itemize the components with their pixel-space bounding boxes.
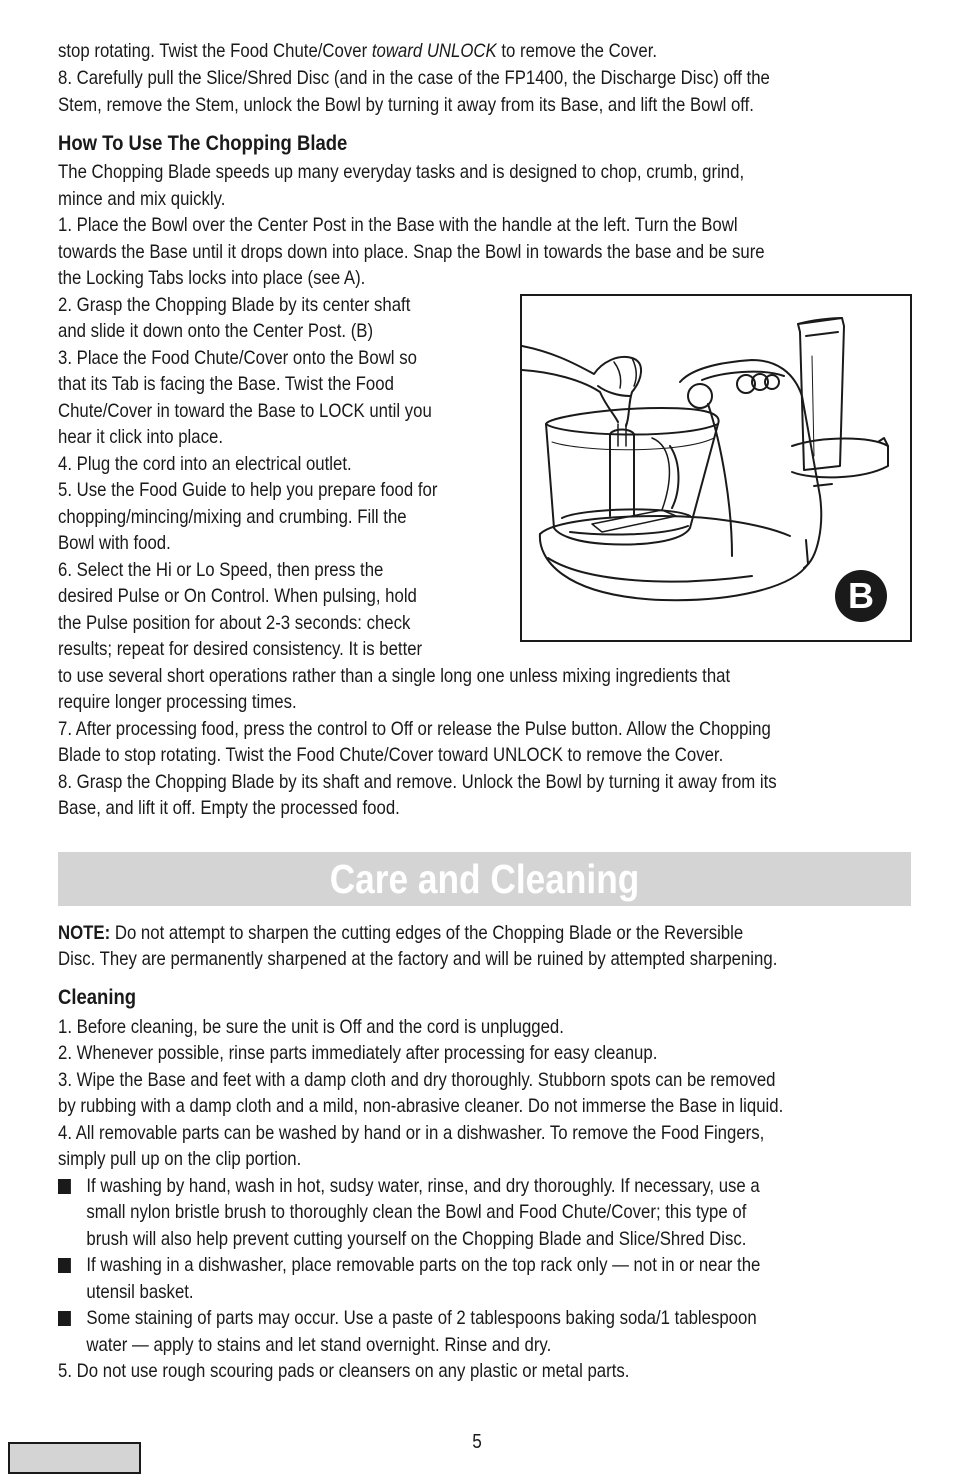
cleaning-heading: Cleaning bbox=[58, 985, 137, 1009]
footer-gray-box bbox=[8, 1442, 141, 1474]
cleaning-line: 2. Whenever possible, rinse parts immediately after processing for easy cleanup. bbox=[58, 1042, 658, 1064]
chopping-line: that its Tab is facing the Base. Twist the Food bbox=[58, 373, 394, 395]
bullet-square-icon bbox=[58, 1311, 71, 1326]
chopping-line: desired Pulse or On Control. When pulsing, hold bbox=[58, 585, 417, 607]
figure-b-label: B bbox=[835, 570, 887, 622]
chopping-line: require longer processing times. bbox=[58, 691, 297, 713]
chopping-line: 3. Place the Food Chute/Cover onto the Bowl so bbox=[58, 347, 417, 369]
chopping-line: hear it click into place. bbox=[58, 426, 223, 448]
cleaning-line: 4. All removable parts can be washed by hand or in a dishwasher. To remove the Food Fingers, bbox=[58, 1122, 765, 1144]
chopping-line: Base, and lift it off. Empty the processed food. bbox=[58, 797, 400, 819]
chopping-line: and slide it down onto the Center Post. (B) bbox=[58, 320, 374, 342]
chopping-line: 8. Grasp the Chopping Blade by its shaft and remove. Unlock the Bowl by turning it away from its bbox=[58, 771, 777, 793]
chopping-line: 4. Plug the cord into an electrical outlet. bbox=[58, 453, 352, 475]
intro-line-1: stop rotating. Twist the Food Chute/Cover toward UNLOCK to remove the Cover. bbox=[58, 40, 658, 62]
chopping-line: results; repeat for desired consistency. It is better bbox=[58, 638, 423, 660]
chopping-line: 2. Grasp the Chopping Blade by its center shaft bbox=[58, 294, 411, 316]
chopping-line: Chute/Cover in toward the Base to LOCK until you bbox=[58, 400, 432, 422]
chopping-line: mince and mix quickly. bbox=[58, 188, 226, 210]
chopping-line: 6. Select the Hi or Lo Speed, then press the bbox=[58, 559, 384, 581]
chopping-line: Blade to stop rotating. Twist the Food Chute/Cover toward UNLOCK to remove the Cover. bbox=[58, 744, 724, 766]
cleaning-line: by rubbing with a damp cloth and a mild, non-abrasive cleaner. Do not immerse the Base in liquid. bbox=[58, 1095, 784, 1117]
bullet-square-icon bbox=[58, 1258, 71, 1273]
page-number: 5 bbox=[472, 1431, 482, 1453]
figure-b-illustration bbox=[520, 294, 912, 642]
chopping-line: the Pulse position for about 2-3 seconds: check bbox=[58, 612, 411, 634]
chopping-line: to use several short operations rather than a single long one unless mixing ingredients that bbox=[58, 665, 731, 687]
cleaning-line: simply pull up on the clip portion. bbox=[58, 1148, 302, 1170]
bullet-square-icon bbox=[58, 1179, 71, 1194]
note-line-2: Disc. They are permanently sharpened at the factory and will be ruined by attempted sharpening. bbox=[58, 948, 778, 970]
chopping-line: towards the Base until it drops down into place. Snap the Bowl in towards the base and be sure bbox=[58, 241, 765, 263]
note-line-1: NOTE: Do not attempt to sharpen the cutting edges of the Chopping Blade or the Reversible bbox=[58, 922, 744, 944]
chopping-line: The Chopping Blade speeds up many everyday tasks and is designed to chop, crumb, grind, bbox=[58, 161, 745, 183]
chopping-line: 1. Place the Bowl over the Center Post in the Base with the handle at the left. Turn the Bowl bbox=[58, 214, 738, 236]
chopping-line: chopping/mincing/mixing and crumbing. Fill the bbox=[58, 506, 407, 528]
chopping-line: 7. After processing food, press the control to Off or release the Pulse button. Allow the Chopping bbox=[58, 718, 771, 740]
chopping-line: the Locking Tabs locks into place (see A). bbox=[58, 267, 366, 289]
care-and-cleaning-banner bbox=[58, 852, 911, 906]
cleaning-line: 3. Wipe the Base and feet with a damp cloth and dry thoroughly. Stubborn spots can be removed bbox=[58, 1069, 776, 1091]
cleaning-last-line: 5. Do not use rough scouring pads or cleansers on any plastic or metal parts. bbox=[58, 1360, 630, 1382]
chopping-line: 5. Use the Food Guide to help you prepare food for bbox=[58, 479, 438, 501]
intro-line-3: Stem, remove the Stem, unlock the Bowl by turning it away from its Base, and lift the Bowl off. bbox=[58, 94, 754, 116]
cleaning-line: 1. Before cleaning, be sure the unit is Off and the cord is unplugged. bbox=[58, 1016, 564, 1038]
banner-title: Care and Cleaning bbox=[329, 856, 640, 902]
chopping-heading: How To Use The Chopping Blade bbox=[58, 131, 348, 155]
chopping-line: Bowl with food. bbox=[58, 532, 171, 554]
intro-line-2: 8. Carefully pull the Slice/Shred Disc (and in the case of the FP1400, the Discharge Disc) off the bbox=[58, 67, 770, 89]
